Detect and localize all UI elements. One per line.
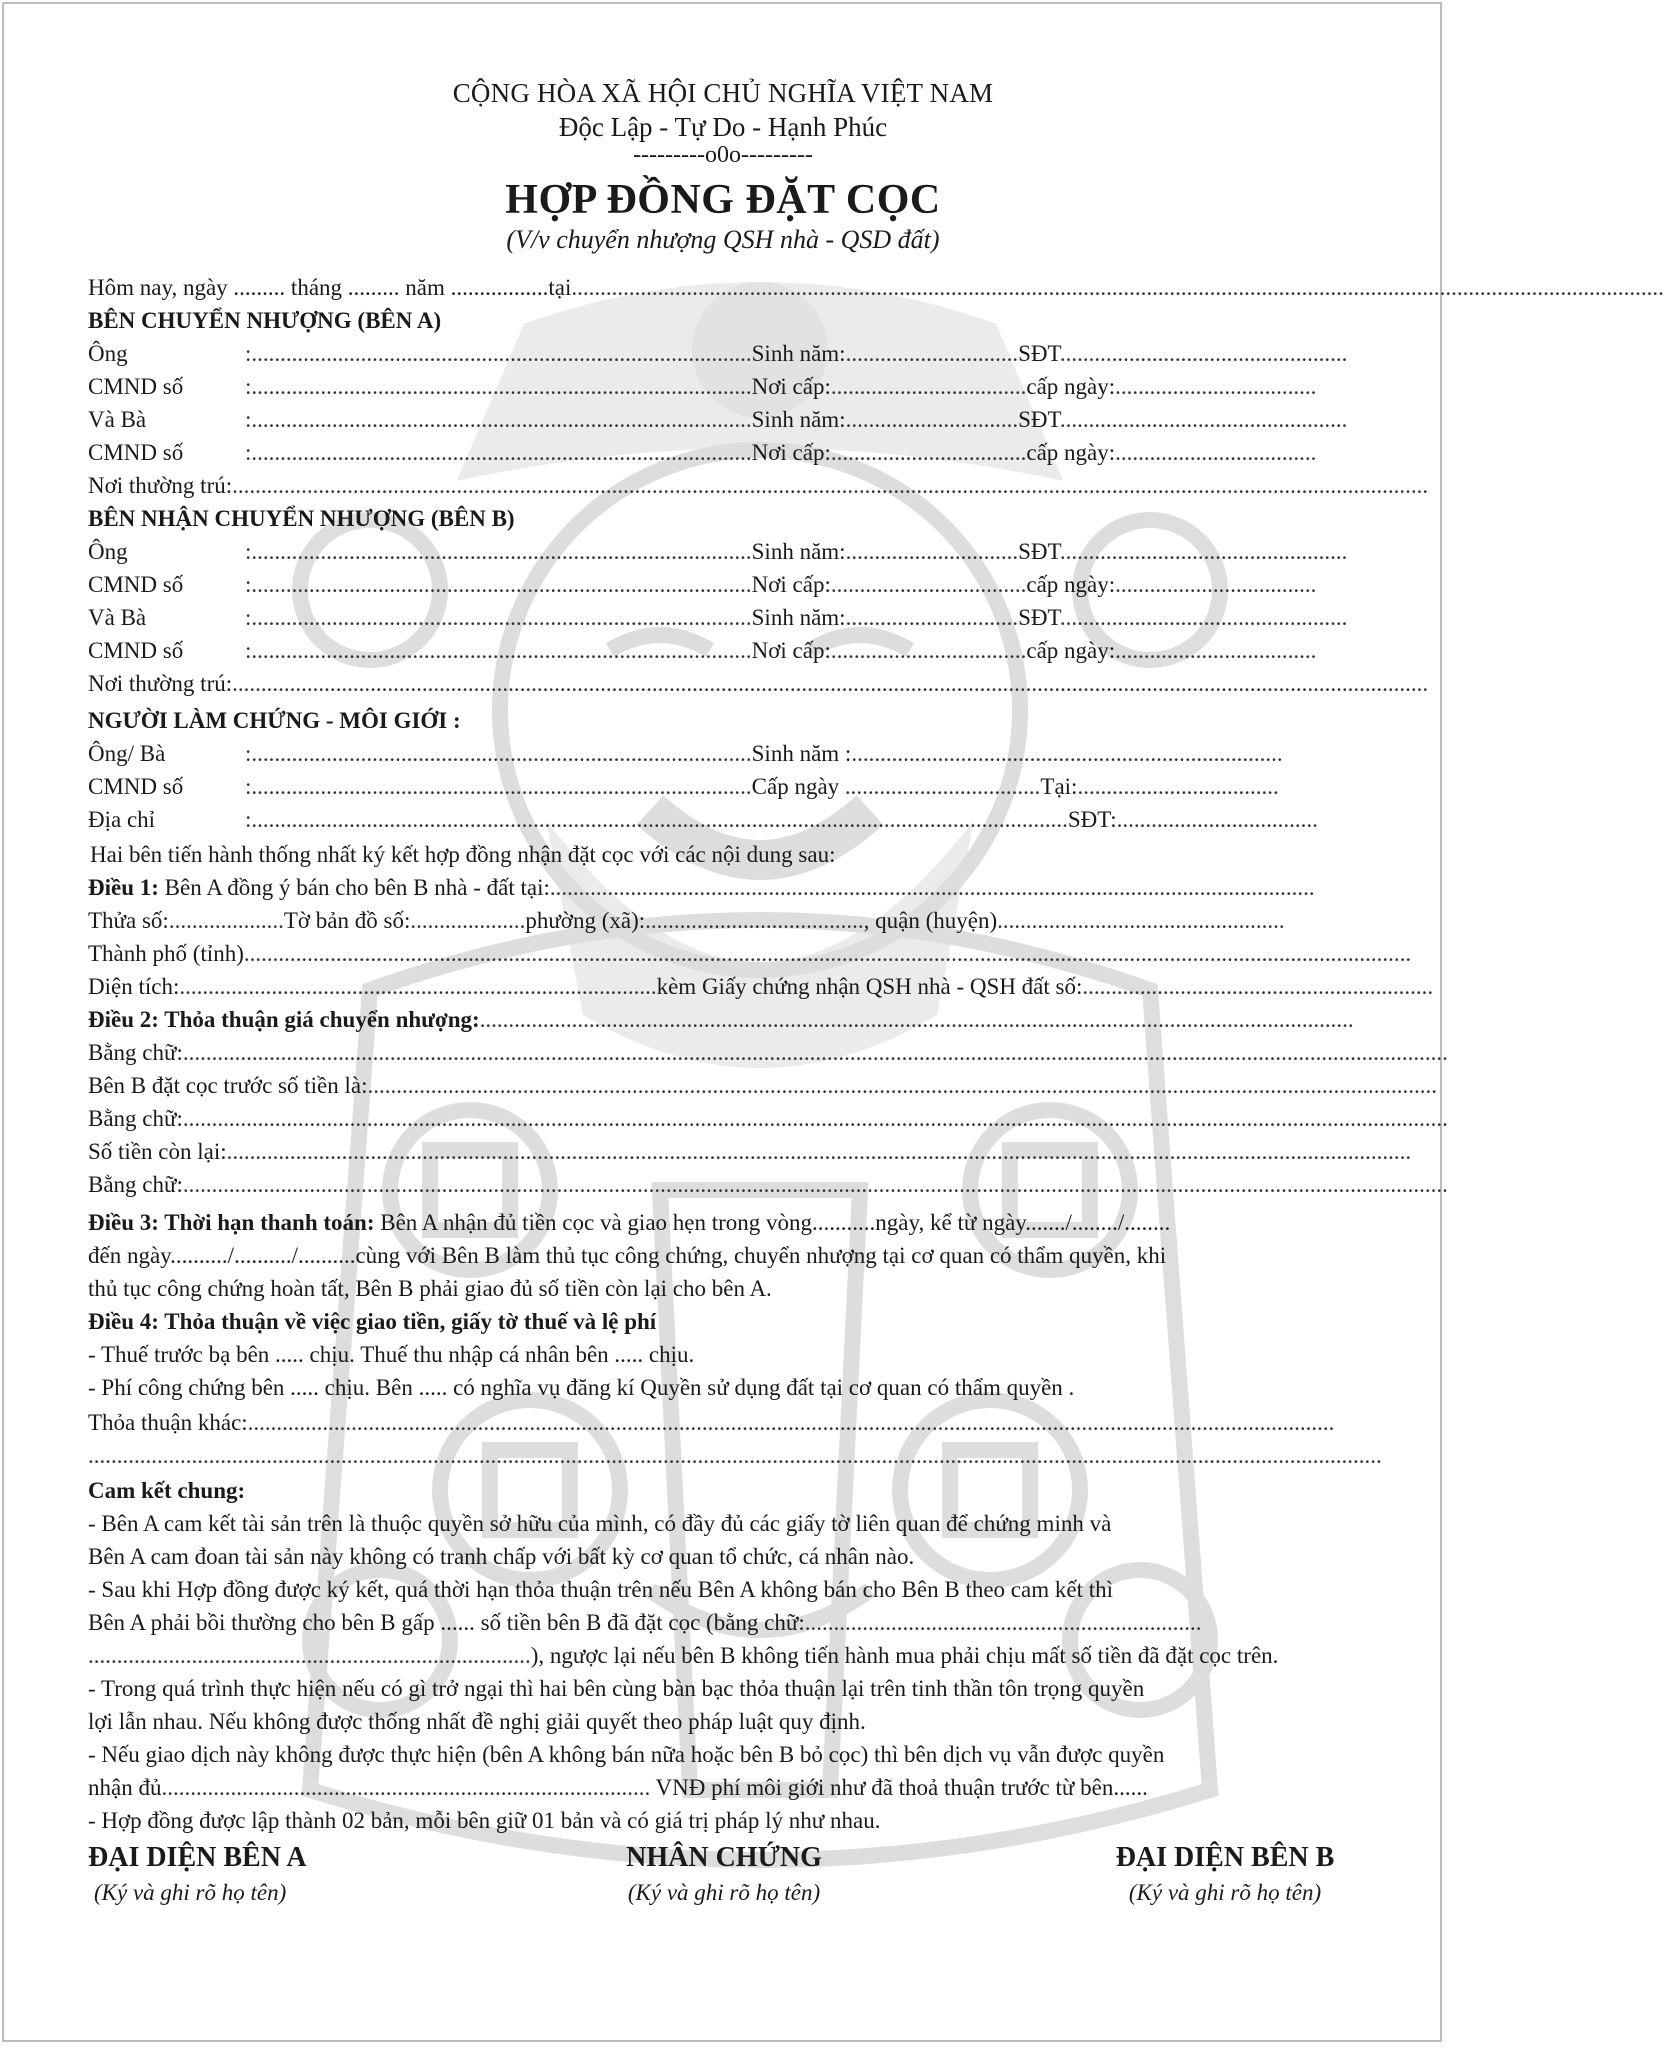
issue-date-label: cấp ngày: <box>1026 572 1116 597</box>
residence-label: Nơi thường trú: <box>88 473 233 498</box>
birth-year-label: Sinh năm: <box>751 539 846 564</box>
article-4-fee-line: - Phí công chứng bên ..... chịu. Bên ..... có nghĩa vụ đăng kí Quyền sử dụng đất tại cơ quan có thẩm quyền . <box>88 1375 1075 1400</box>
witness-cmnd-row: CMND số :.......................................................................................Cấp ngày ..................................Tại:................................... <box>88 770 1388 803</box>
article-3-line3: thủ tục công chứng hoàn tất, Bên B phải giao đủ số tiền còn lại cho bên A. <box>88 1276 772 1301</box>
signature-witness <box>574 1842 874 1906</box>
place-label: Tại: <box>1040 774 1078 799</box>
witness-name-row: Ông/ Bà :.......................................................................................Sinh năm :........................................................................... <box>88 737 1388 770</box>
party-a-signature-title: ĐẠI DIỆN BÊN A <box>88 1842 307 1873</box>
vaba-label: Và Bà <box>88 605 147 630</box>
party-a-ong-row: Ông :.......................................................................................Sinh năm:..............................SĐT.................................................. <box>88 337 1388 370</box>
party-a-heading: BÊN CHUYỂN NHƯỢNG (BÊN A) <box>88 308 442 333</box>
commitment-heading <box>88 1474 1388 1507</box>
deposit-label: Bên B đặt cọc trước số tiền là: <box>88 1073 368 1098</box>
commitment-line-7: lợi lẫn nhau. Nếu không được thống nhất đề nghị giải quyết theo pháp luật quy định. <box>88 1709 866 1734</box>
party-a-cmnd-row: CMND số :.......................................................................................Nơi cấp:..................................cấp ngày:................................... <box>88 370 1388 403</box>
party-b-vaba-row: Và Bà :.......................................................................................Sinh năm:..............................SĐT.................................................. <box>88 601 1388 634</box>
ongba-label: Ông/ Bà <box>88 741 166 766</box>
district-label: , quận (huyện) <box>863 908 998 933</box>
commitment-line-1: - Bên A cam kết tài sản trên là thuộc quyền sở hữu của mình, có đầy đủ các giấy tờ liên quan để chứng minh và <box>88 1511 1112 1536</box>
issue-place-label: Nơi cấp: <box>751 374 831 399</box>
article-3-row <box>88 1206 1388 1239</box>
party-a-residence-row: Nơi thường trú:................................................................................................................................................................................................................ <box>88 473 1429 498</box>
parcel-number-label: Thửa số: <box>88 908 169 933</box>
article-2-row: Điều 2: Thỏa thuận giá chuyển nhượng:........................................................................................................................................................ <box>88 1007 1354 1032</box>
in-words-label: Bằng chữ: <box>88 1106 183 1131</box>
other-agreement-row: Thỏa thuận khác:............................................................................................................................................................................................. <box>88 1410 1335 1435</box>
phone-label: SĐT <box>1018 539 1060 564</box>
witness-heading: NGƯỜI LÀM CHỨNG - MÔI GIỚI : <box>88 708 461 733</box>
other-agreement-continued: ................................................................................................................................................................................................................................. <box>88 1443 1382 1468</box>
price-words-row: Bằng chữ:............................................................................................................................................................................................................................ <box>88 1040 1448 1065</box>
residence-label: Nơi thường trú: <box>88 671 233 696</box>
cmnd-label: CMND số <box>88 638 184 663</box>
commitment-line-9: nhận đủ..................................................................................... VNĐ phí môi giới như đã thoả thuận trước từ bên...... <box>88 1775 1148 1800</box>
issue-date-label: Cấp ngày <box>751 774 840 799</box>
party-b-heading: BÊN NHẬN CHUYỂN NHƯỢNG (BÊN B) <box>88 506 515 531</box>
other-agreement-label: Thỏa thuận khác: <box>88 1410 248 1435</box>
city-label: Thành phố (tỉnh) <box>88 941 244 966</box>
party-b-cmnd2-row: CMND số :.......................................................................................Nơi cấp:..................................cấp ngày:................................... <box>88 634 1388 667</box>
party-b-ong-row: Ông :.......................................................................................Sinh năm:..............................SĐT.................................................. <box>88 535 1388 568</box>
issue-date-label: cấp ngày: <box>1026 440 1116 465</box>
birth-year-label: Sinh năm: <box>751 407 846 432</box>
deposit-row: Bên B đặt cọc trước số tiền là:.......................................................................................................................................................................................... <box>88 1073 1437 1098</box>
issue-date-label: cấp ngày: <box>1026 374 1116 399</box>
commitment-line-4: Bên A phải bồi thường cho bên B gấp ...... số tiền bên B đã đặt cọc (bằng chữ:..................................................................... <box>88 1610 1202 1635</box>
signature-party-a <box>88 1842 348 1906</box>
article-3-line2: đến ngày........../........../..........cùng với Bên B làm thủ tục công chứng, chuyển nhượng tại cơ quan có thẩm quyền, khi <box>88 1243 1167 1268</box>
in-words-label: Bằng chữ: <box>88 1040 183 1065</box>
birth-year-label: Sinh năm: <box>751 605 846 630</box>
agreement-intro: Hai bên tiến hành thống nhất ký kết hợp đồng nhận đặt cọc với các nội dung sau: <box>90 842 836 867</box>
commitment-line-6: - Trong quá trình thực hiện nếu có gì trở ngại thì hai bên cùng bàn bạc thỏa thuận lại trên tinh thần tôn trọng quyền <box>88 1676 1145 1701</box>
party-b-cmnd-row: CMND số :.......................................................................................Nơi cấp:..................................cấp ngày:................................... <box>88 568 1388 601</box>
ward-label: phường (xã): <box>525 908 646 933</box>
in-words-label: Bằng chữ: <box>88 1172 183 1197</box>
commitment-line-5: .............................................................................), ngược lại nếu bên B không tiến hành mua phải chịu mất số tiền đã đặt cọc trên. <box>88 1643 1279 1668</box>
article-1-row: Điều 1: Bên A đồng ý bán cho bên B nhà - đất tại:..................................................................................................................................... <box>88 875 1315 900</box>
header-divider: ---------o0o--------- <box>633 142 813 168</box>
article-1-label: Điều 1: <box>88 875 159 900</box>
party-a-signature-note: (Ký và ghi rõ họ tên) <box>94 1880 287 1905</box>
remaining-row: Số tiền còn lại:.............................................................................................................................................................................................................. <box>88 1139 1412 1164</box>
article-2-label: Điều 2: Thỏa thuận giá chuyển nhượng: <box>88 1007 480 1032</box>
document-title: HỢP ĐỒNG ĐẶT CỌC <box>505 177 941 223</box>
birth-year-label: Sinh năm: <box>751 341 846 366</box>
ong-label: Ông <box>88 539 128 564</box>
signature-party-b <box>1090 1842 1360 1906</box>
commitment-line-2: Bên A cam đoan tài sản này không có tranh chấp với bất kỳ cơ quan tổ chức, cá nhân nào. <box>88 1544 915 1569</box>
national-motto: Độc Lập - Tự Do - Hạnh Phúc <box>558 112 888 142</box>
party-a-cmnd2-row: CMND số :.......................................................................................Nơi cấp:..................................cấp ngày:................................... <box>88 436 1388 469</box>
party-b-residence-row: Nơi thường trú:................................................................................................................................................................................................................ <box>88 671 1429 696</box>
date-place-line: Hôm nay, ngày ......... tháng ......... năm .................tại.............................................................................................................................................................................................. <box>88 275 1664 300</box>
remaining-words-row: Bằng chữ:............................................................................................................................................................................................................................ <box>88 1172 1448 1197</box>
commitment-label: Cam kết chung: <box>88 1478 246 1503</box>
witness-signature-title: NHÂN CHỨNG <box>626 1842 822 1873</box>
cmnd-label: CMND số <box>88 374 184 399</box>
phone-label: SĐT <box>1018 605 1060 630</box>
phone-label: SĐT <box>1018 341 1060 366</box>
area-label: Diện tích: <box>88 974 180 999</box>
witness-address-row: Địa chỉ :..............................................................................................................................................SĐT:................................... <box>88 803 1388 836</box>
document-subtitle: (V/v chuyển nhượng QSH nhà - QSD đất) <box>506 225 940 254</box>
article-3-text: Bên A nhận đủ tiền cọc và giao hẹn trong vòng...........ngày, kể từ ngày......./......../........ <box>374 1210 1171 1235</box>
article-4-heading <box>88 1305 1388 1338</box>
commitment-line-10: - Hợp đồng được lập thành 02 bản, mỗi bên giữ 01 bản và có giá trị pháp lý như nhau. <box>88 1808 881 1833</box>
address-label: Địa chỉ <box>88 807 156 832</box>
issue-place-label: Nơi cấp: <box>751 638 831 663</box>
remaining-label: Số tiền còn lại: <box>88 1139 227 1164</box>
ong-label: Ông <box>88 341 128 366</box>
birth-year-label: Sinh năm : <box>751 741 852 766</box>
cmnd-label: CMND số <box>88 440 184 465</box>
commitment-line-8: - Nếu giao dịch này không được thực hiện (bên A không bán nữa hoặc bên B bỏ cọc) thì bên dịch vụ vẫn được quyền <box>88 1742 1165 1767</box>
party-a-vaba-row: Và Bà :.......................................................................................Sinh năm:..............................SĐT.................................................. <box>88 403 1388 436</box>
country-name: CỘNG HÒA XÃ HỘI CHỦ NGHĨA VIỆT NAM <box>452 78 994 108</box>
certificate-label: kèm Giấy chứng nhận QSH nhà - QSH đất số: <box>656 974 1083 999</box>
deposit-words-row: Bằng chữ:............................................................................................................................................................................................................................ <box>88 1106 1448 1131</box>
article-1-text: Bên A đồng ý bán cho bên B nhà - đất tại: <box>158 875 550 900</box>
witness-signature-note: (Ký và ghi rõ họ tên) <box>627 1880 821 1905</box>
phone-label: SĐT: <box>1067 807 1117 832</box>
article-3-label: Điều 3: Thời hạn thanh toán: <box>88 1210 375 1235</box>
map-sheet-label: Tờ bản đồ số: <box>283 908 411 933</box>
parcel-row: Thửa số:....................Tờ bản đồ số:....................phường (xã):......................................, quận (huyện).................................................. <box>88 908 1285 933</box>
broker-fee-text: VNĐ phí môi giới như đã thoả thuận trước từ bên...... <box>650 1775 1148 1800</box>
issue-place-label: Nơi cấp: <box>751 440 831 465</box>
cmnd-label: CMND số <box>88 774 184 799</box>
commitment-line-3: - Sau khi Hợp đồng được ký kết, quá thời hạn thỏa thuận trên nếu Bên A không bán cho Bên B theo cam kết thì <box>88 1577 1113 1602</box>
party-b-signature-note: (Ký và ghi rõ họ tên) <box>1128 1880 1322 1905</box>
vaba-label: Và Bà <box>88 407 147 432</box>
city-row: Thành phố (tỉnh)........................................................................................................................................................................................................... <box>88 941 1412 966</box>
issue-date-label: cấp ngày: <box>1026 638 1116 663</box>
date-line-text: Hôm nay, ngày ......... tháng ......... năm .................tại <box>88 275 572 300</box>
issue-place-label: Nơi cấp: <box>751 572 831 597</box>
party-b-signature-title: ĐẠI DIỆN BÊN B <box>1115 1842 1335 1873</box>
phone-label: SĐT <box>1018 407 1060 432</box>
area-row: Diện tích:...................................................................................kèm Giấy chứng nhận QSH nhà - QSH đất số:............................................................. <box>88 974 1434 999</box>
article-4-label: Điều 4: Thỏa thuận về việc giao tiền, giấy tờ thuế và lệ phí <box>88 1309 657 1334</box>
cmnd-label: CMND số <box>88 572 184 597</box>
compensation-text: Bên A phải bồi thường cho bên B gấp ...... số tiền bên B đã đặt cọc (bằng chữ: <box>88 1610 805 1635</box>
forfeit-text: ), ngược lại nếu bên B không tiến hành mua phải chịu mất số tiền đã đặt cọc trên. <box>530 1643 1279 1668</box>
article-4-tax-line: - Thuế trước bạ bên ..... chịu. Thuế thu nhập cá nhân bên ..... chịu. <box>88 1342 695 1367</box>
broker-fee-label: nhận đủ <box>88 1775 162 1800</box>
